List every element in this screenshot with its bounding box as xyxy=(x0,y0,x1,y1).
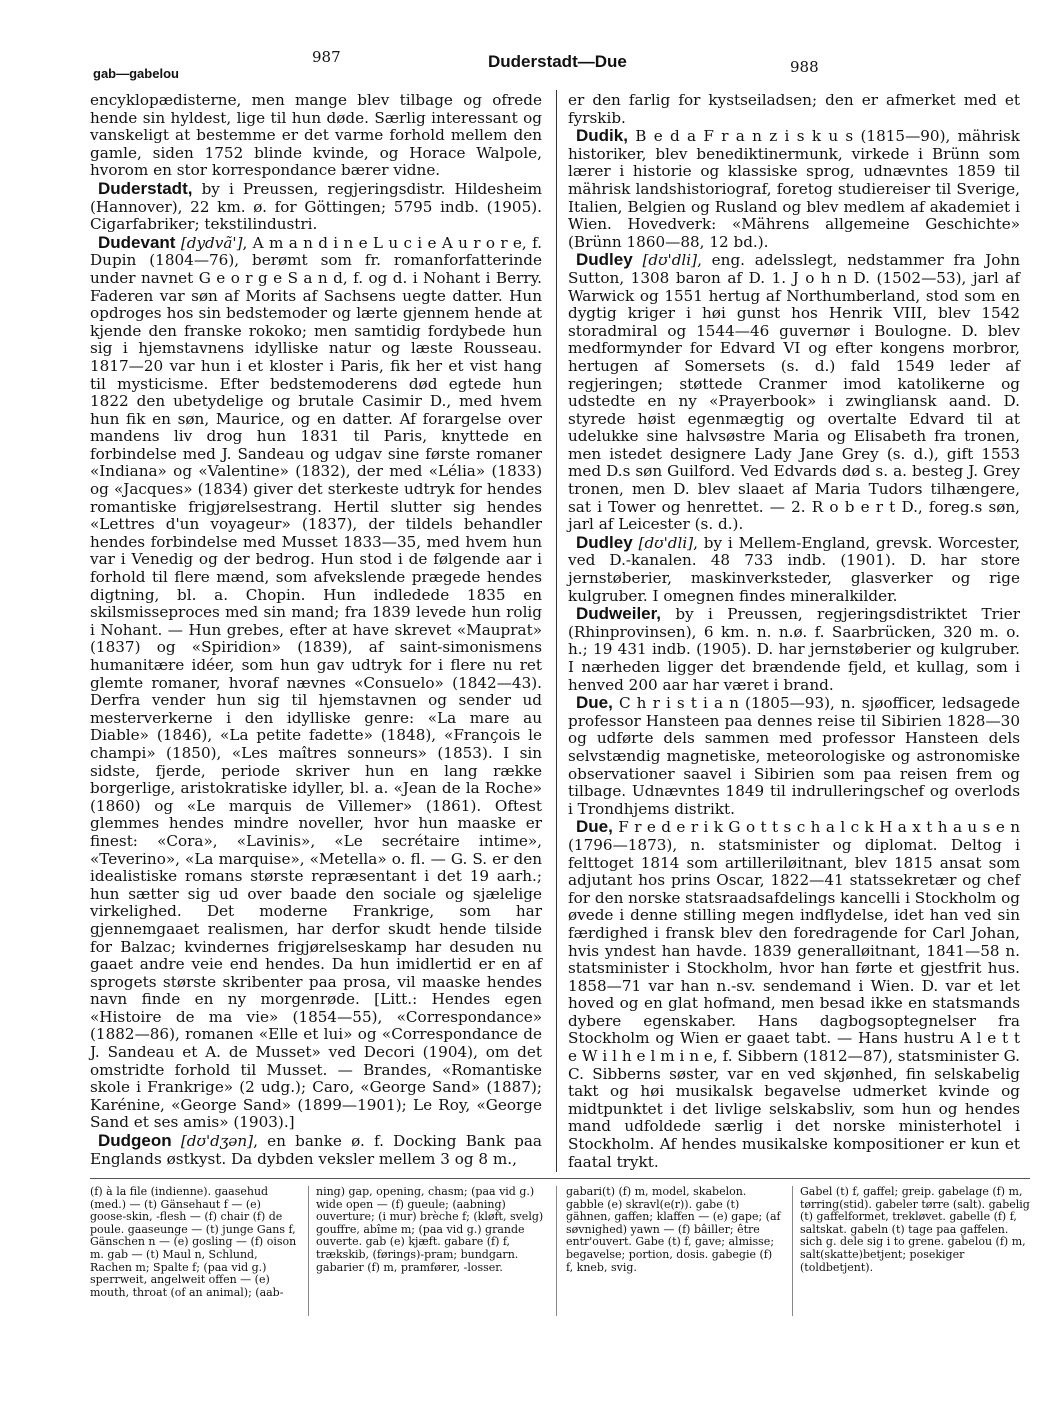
dictionary-entry xyxy=(568,818,1020,1171)
entry-pronunciation: [dʊ'dʒən] xyxy=(180,1132,254,1151)
dictionary-entry xyxy=(568,694,1020,818)
page-title: Duderstadt—Due xyxy=(488,52,627,71)
entry-pronunciation: [dʊ'dli] xyxy=(638,533,694,552)
entry-text: by i Preussen, regjeringsdistriktet Trier (Rhinprovinsen), 6 km. n. n.ø. f. Saarbrücken, 320 m. o. h.; 19 431 indb. (1905). D. har jernstøberier og kulgruber. I nærheden ligger det brændende fjeld, et kullag, som i henved 200 aar har været i brand. xyxy=(568,605,1020,694)
dictionary-entry xyxy=(90,234,542,1132)
dictionary-entry xyxy=(90,180,542,234)
entry-pronunciation: [dydvã'] xyxy=(180,233,243,252)
entry-headword: Dudweiler, xyxy=(576,604,662,624)
left-intro: encyklopædisterne, men mange blev tilbage og ofrede hende sin hyldest, lige til hun døde. Særlig interessant og vanskeligt at bestemme er det varme forhold mellem den gamle, siden 1752 blinde kvinde, og Horace Walpole, hvorom en stor korrespondance bærer vidne. xyxy=(90,91,542,180)
column-divider xyxy=(556,90,557,1172)
dictionary-entry xyxy=(568,251,1020,534)
entry-text: , by i Mellem-England, grevsk. Worcester, ved D.-kanalen. 48 733 indb. (1901). D. har store jernstøberier, maskinverksteder, glasverker og rige kulgruber. I omegnen findes mineralkilder. xyxy=(568,533,1020,605)
entry-headword: Dudley xyxy=(576,250,633,270)
dictionary-entry xyxy=(568,534,1020,605)
footer-rule-1 xyxy=(308,1186,309,1316)
footer-col-2: ning) gap, opening, chasm; (paa vid g.) wide open — (f) gueule; (aabning) ouverture; (i mur) brèche f; (kløft, svelg) gouffre, abîme m; (paa vid g.) grande ouverte. gab (e) kjæft. gabare (f) f, trækskib, (førings)-pram; bundgarn. gabarier (f) m, pramfører, -losser. xyxy=(316,1185,544,1274)
left-column xyxy=(90,92,542,1168)
entry-headword: Dudgeon xyxy=(98,1131,172,1151)
footer-col-1: (f) à la file (indienne). gaasehud (med.) — (t) Gänsehaut f — (e) goose-skin, -flesh — (f) chair (f) de poule. gaaseunge — (t) junge Gans f, Gänschen n — (e) gosling — (f) oison m. gab — (t) Maul n, Schlund, Rachen m; Spalte f; (paa vid g.) sperrweit, angelweit offen — (e) mouth, throat (of an animal); (aab- xyxy=(90,1185,297,1299)
entry-headword: Dudley xyxy=(576,532,633,552)
footer-divider xyxy=(90,1178,1030,1179)
entry-headword: Due, xyxy=(576,817,613,837)
entry-headword: Dudevant xyxy=(98,232,176,252)
entry-pronunciation: [dʊ'dli] xyxy=(642,251,698,270)
right-intro: er den farlig for kystseiladsen; den er afmerket med et fyrskib. xyxy=(568,91,1020,127)
entry-headword: Dudik, xyxy=(576,126,628,146)
footer-rule-2 xyxy=(556,1186,557,1316)
dictionary-entry xyxy=(568,127,1020,251)
footer-col-3: gabari(t) (f) m, model, skabelon. gabble (e) skravl(e(r)). gabe (t) gähnen, gaffen; klaffen — (e) gape; (af søvnighed) yawn — (f) bâiller; être entr'ouvert. Gabe (t) f, gave; almisse; begavelse; portion, dosis. gabegie (f) f, kneb, svig. xyxy=(566,1185,781,1274)
dictionary-entry xyxy=(568,605,1020,694)
entry-text: C h r i s t i a n (1805—93), n. sjøofficer, ledsagede professor Hansteen paa dennes reise til Sibirien 1828—30 og udførte dels sammen med professor Hansteen dels selvstændig magnetiske, meteorologiske og astronomiske observationer saavel i Sibirien som paa reisen frem og tilbage. Udnævntes 1849 til indrulleringschef og overlods i Trondhjems distrikt. xyxy=(568,694,1020,818)
entry-text: , eng. adelsslegt, nedstammer fra John Sutton, 1308 baron af D. 1. J o h n D. (1502—53), jarl af Warwick og 1551 hertug af Northumberland, stod som en dygtig kriger i høi gunst hos Henrik VIII, blev 1542 storadmiral og 1544—46 guvernør i Boulogne. D. blev medformynder for Edvard VI og efter kongens morbror, hertugen af Somersets (s. d.) fald 1549 leder af regjeringen; støttede Cranmer imod katolikerne og udstedte en ny «Prayerbook» i zwingliansk aand. D. styrede høist egenmægtig og overtalte Edvard til at udelukke sine halvsøstre Maria og Elisabeth fra tronen, men istedet designere Lady Jane Grey (s. d.), gift 1553 med D.s søn Guilford. Ved Edvards død s. a. besteg J. Grey tronen, men D. blev slaaet af Maria Tudors tilhængere, sat i Tower og henrettet. — 2. R o b e r t D., foreg.s søn, jarl af Leicester (s. d.). xyxy=(568,251,1021,534)
dictionary-entry xyxy=(90,1132,542,1168)
left-entries xyxy=(90,180,542,1168)
entry-text: , en banke ø. f. Docking Bank paa Englands østkyst. Da dybden veksler mellem 3 og 8 m., xyxy=(90,1132,542,1168)
entry-headword: Due, xyxy=(576,693,613,713)
entry-text: B e d a F r a n z i s k u s (1815—90), mährisk historiker, blev benediktinermunk, virkede i Brünn som lærer i historie og klassiske sprog, udnævntes 1859 til mährisk landshistoriograf, foretog studiereiser til Sverige, Italien, Belgien og Rusland og blev medlem af akademiet i Wien. Hovedverk: «Mährens allgemeine Geschichte» (Brünn 1860—88, 12 bd.). xyxy=(568,127,1020,251)
right-entries xyxy=(568,127,1020,1171)
footer-rule-3 xyxy=(792,1186,793,1316)
entry-text: , A m a n d i n e L u c i e A u r o r e, f. Dupin (1804—76), berømt som fr. romanforfatterinde under navnet G e o r g e S a n d, f. og d. i Nohant i Berry. Faderen var søn af Morits af Sachsens uegte datter. Hun opdroges hos sin bedstemoder og lærte gjennem hende at kjende den franske rokoko; men samtidig fordybede hun sig i hjemstavnens idylliske natur og læste Rousseau. 1817—20 var hun i et kloster i Paris, fik her et vist hang til mysticisme. Efter bedstemoderens død egtede hun 1822 den ubetydelige og brutale Casimir D., med hvem hun fik en søn, Maurice, og en datter. Af forargelse over mandens liv drog hun 1831 til Paris, knyttede en forbindelse med J. Sandeau og udgav sine første romaner «Indiana» og «Valentine» (1832), der med «Lélia» (1833) og «Jacques» (1834) giver det sterkeste udtryk for hendes romantiske frigjørelsestrang. Hertil slutter sig hendes «Lettres d'un voyageur» (1837), der tildels behandler hendes forbindelse med Musset 1833—35, med hvem hun var i Venedig og der bedrog. Hun stod i de følgende aar i forhold til flere mænd, som afvekslende prægede hendes digtning, bl. a. Chopin. Hun indledede 1835 en skilsmisseproces med sin mand; fra 1839 levede hun rolig i Nohant. — Hun grebes, efter at have skrevet «Mauprat» (1837) og «Spiridion» (1839), af saint-simonismens humanitære idéer, som hun gav udtryk for i flere nu ret glemte romaner, hvoraf nævnes «Consuelo» (1842—43). Derfra vender hun sig til hjemstavnen og sender ud mesterverkerne i den idylliske genre: «La mare au Diable» (1846), «La petite fadette» (1848), «François le champi» (1850), «Les maîtres sonneurs» (1853). I sin sidste, fjerde, periode skriver hun en lang række borgerlige, aristokratiske idyller, bl. a. «Jean de la Roche» (1860) og «Le marquis de Villemer» (1861). Oftest glemmes hendes mindre noveller, hvor hun maaske er finest: «Cora», «Lavinis», «Le secrétaire intime», «Teverino», «La marquise», «Metella» o. fl. — G. S. er den idealistiske romans største repræsentant i det 19 aarh.; hun sætter sig ud over baade den sociale og sjælelige virkelighed. Det moderne Frankrige, som har gjennemgaaet realismen, har derfor skudt hende tilside for Balzac; kvindernes frigjørelseskamp har desuden nu gaaet andre veie end hendes. Da hun imidlertid er en af sprogets største skribenter paa prosa, vil maaske hendes navn finde en ny morgenrøde. [Litt.: Hendes egen «Histoire de ma vie» (1854—55), «Correspondance» (1882—86), romanen «Elle et lui» og «Correspondance de J. Sandeau et A. de Musset» ved Decori (1904), om det omstridte forhold til Musset. — Brandes, «Romantiske skole i Frankrige» (2 udg.); Caro, «George Sand» (1887); Karénine, «George Sand» (1899—1901); Le Roy, «George Sand et ses amis» (1903).] xyxy=(90,233,542,1132)
page-number-left: 987 xyxy=(312,48,341,66)
entry-text: F r e d e r i k G o t t s c h a l c k H a x t h a u s e n (1796—1873), n. statsminister og diplomat. Deltog i felttoget 1814 som artilleriløitnant, blev 1815 ansat som adjutant hos prins Oscar, 1822—41 statssekretær og chef for den norske statsraadsafdelings kancelli i Stockholm og øvede i denne stilling megen indflydelse, idet han ved sin færdighed i fransk blev den foredragende for Carl Johan, hvis yndest han havde. 1839 generalløitnant, 1841—58 n. statsminister i Stockholm, hvor han førte et gjestfrit hus. 1858—71 var han n.-sv. sendemand i Wien. D. var et let hoved og en glat hofmand, men besad ikke en statsmands dybere egenskaber. Hans dagbogsoptegnelser fra Stockholm og Wien er gaaet tabt. — Hans hustru A l e t t e W i l h e l m i n e, f. Sibbern (1812—87), statsminister G. C. Sibberns søster, var en ved skjønhed, fin selskabelig takt og høi musikalsk begavelse udmerket kvinde og midtpunktet i det livlige selskabsliv, som hun og hendes mand udfoldede særlig i det norske ministerhotel i Stockholm. Af hendes musikalske kompositioner er kun et faatal trykt. xyxy=(568,818,1021,1171)
footer-col-4: Gabel (t) f, gaffel; greip. gabelage (f) m, tørring(stid). gabeler tørre (salt). gabelig (t) gaffelformet, trekløvet. gabelle (f) f, saltskat. gabeln (t) tage paa gaffelen. sich g. dele sig i to grene. gabelou (f) m, salt(skatte)betjent; posekiger (toldbetjent). xyxy=(800,1185,1030,1274)
page-number-right: 988 xyxy=(790,58,819,76)
entry-text: by i Preussen, regjeringsdistr. Hildesheim (Hannover), 22 km. ø. for Göttingen; 5795 indb. (1905). Cigarfabriker; tekstilindustri. xyxy=(90,179,542,234)
entry-headword: Duderstadt, xyxy=(98,178,193,198)
right-column xyxy=(568,92,1020,1171)
guide-words: gab—gabelou xyxy=(93,66,179,81)
